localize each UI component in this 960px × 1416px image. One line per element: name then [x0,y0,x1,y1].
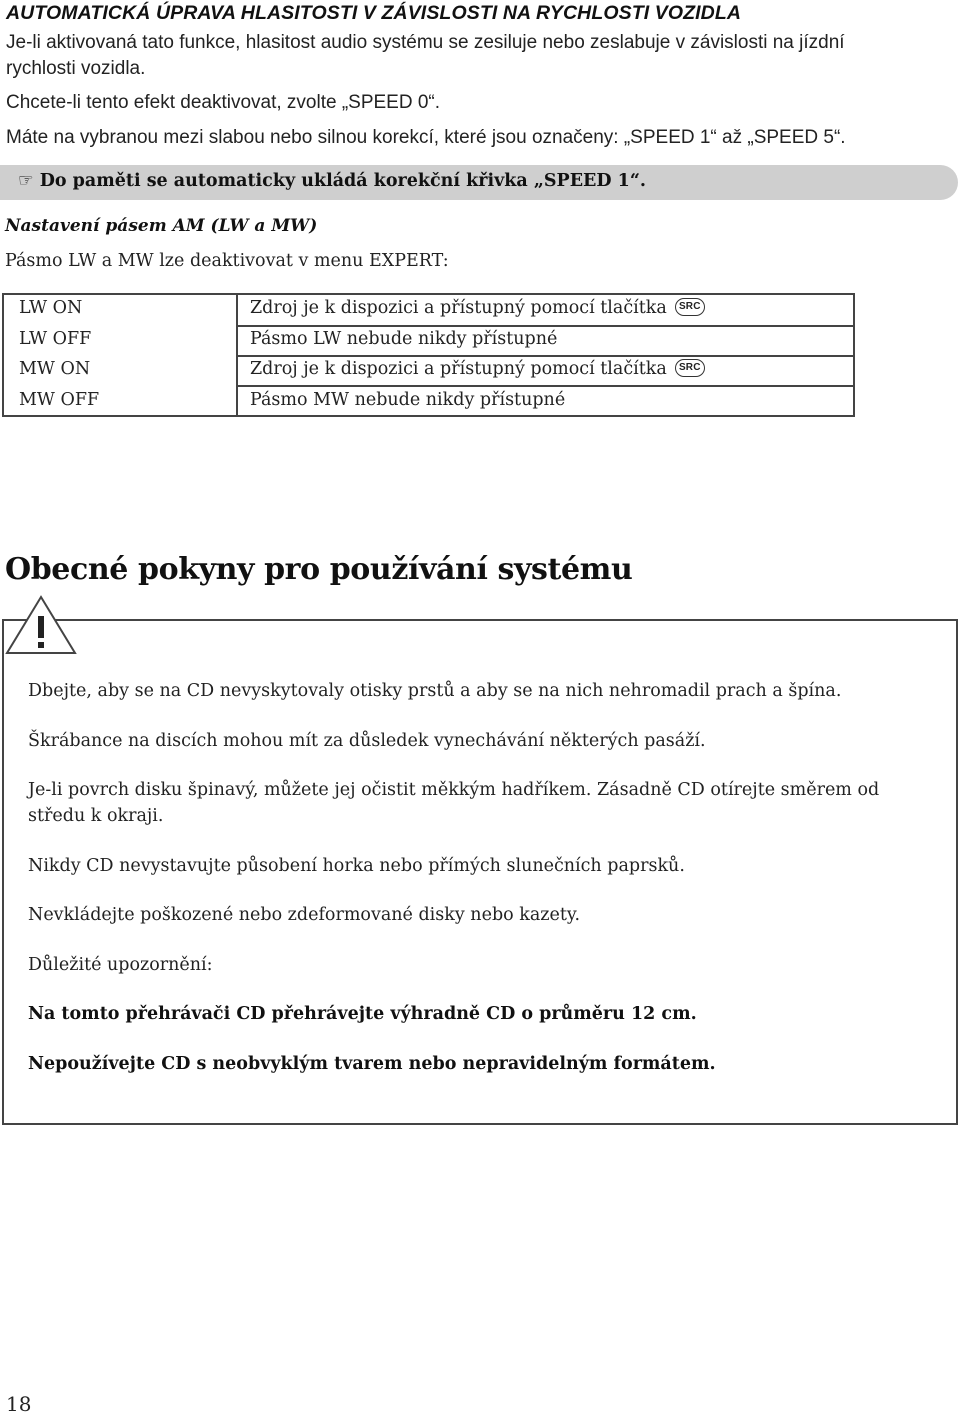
paragraph-line: Je-li aktivovaná tato funkce, hlasitost audio systému se zesiluje nebo zeslabuje v závislosti na jízdní [6,32,845,53]
warning-box [2,619,958,1125]
table-cell-desc: Pásmo LW nebude nikdy přístupné [250,329,558,349]
list-item: středu k okraji. [28,806,164,826]
pointing-hand-icon: ☞ [18,171,34,191]
note-text: Do paměti se automaticky ukládá korekční křivka „SPEED 1“. [39,171,646,191]
general-instructions-title: Obecné pokyny pro používání systému [5,552,633,587]
table-cell-option: LW OFF [19,329,92,349]
list-item: Dbejte, aby se na CD nevyskytovaly otisky prstů a aby se na nich nehromadil prach a špína. [28,681,842,701]
table-cell-desc: Pásmo MW nebude nikdy přístupné [250,390,566,410]
src-button-icon: SRC [675,298,705,316]
paragraph: Máte na vybranou mezi slabou nebo silnou korekcí, které jsou označeny: „SPEED 1“ až „SPEED 5“. [6,127,846,148]
table-cell-option: MW ON [19,359,91,379]
table-row-line [236,385,855,387]
note [18,171,646,191]
list-item: Nikdy CD nevystavujte působení horka nebo přímých slunečních paprsků. [28,856,685,876]
table-cell-desc: Zdroj je k dispozici a přístupný pomocí tlačítka SRC [250,298,705,318]
am-bands-title: Nastavení pásem AM (LW a MW) [5,216,318,236]
page-number: 18 [6,1392,32,1416]
paragraph: Chcete-li tento efekt deaktivovat, zvolte „SPEED 0“. [6,92,441,113]
src-button-icon: SRC [675,359,705,377]
list-item: Důležité upozornění: [28,955,213,975]
table-cell-option: MW OFF [19,390,100,410]
table-cell-desc: Zdroj je k dispozici a přístupný pomocí tlačítka SRC [250,359,705,379]
am-settings-table [2,293,855,417]
table-row-line [236,325,855,327]
list-item: Je-li povrch disku špinavý, můžete jej očistit měkkým hadříkem. Zásadně CD otírejte směrem od [28,780,880,800]
list-item: Škrábance na discích mohou mít za důsledek vynechávání některých pasáží. [28,731,706,751]
table-cell-option: LW ON [19,298,83,318]
warning-triangle-icon [4,594,78,656]
list-item: Nevkládejte poškozené nebo zdeformované disky nebo kazety. [28,905,581,925]
section-title-speed-volume: AUTOMATICKÁ ÚPRAVA HLASITOSTI V ZÁVISLOSTI NA RYCHLOSTI VOZIDLA [6,2,742,24]
am-intro: Pásmo LW a MW lze deaktivovat v menu EXPERT: [5,251,449,271]
table-row-line [236,355,855,357]
list-item-bold: Nepoužívejte CD s neobvyklým tvarem nebo nepravidelným formátem. [28,1054,716,1074]
list-item-bold: Na tomto přehrávači CD přehrávejte výhradně CD o průměru 12 cm. [28,1004,697,1024]
paragraph-line: rychlosti vozidla. [6,58,146,79]
